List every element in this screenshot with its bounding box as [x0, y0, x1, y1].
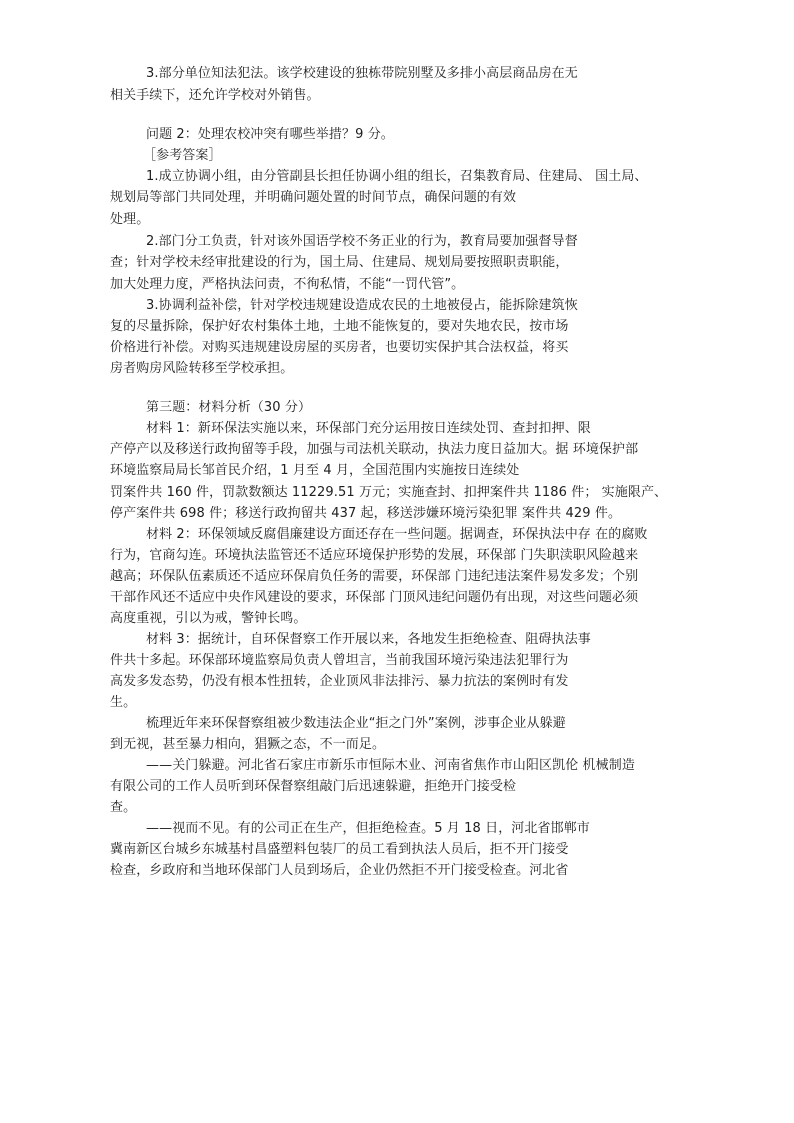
text-line: 冀南新区台城乡东城基村昌盛塑料包装厂的员工看到执法人员后，拒不开门接受 — [110, 842, 569, 857]
text-line: 梳理近年来环保督察组被少数违法企业“拒之门外”案例，涉事企业从躲避 — [146, 716, 566, 731]
text-line: 越高；环保队伍素质还不适应环保肩负任务的需要，环保部 门违纪违法案件易发多发；个别 — [110, 569, 639, 584]
text-line: 3.协调利益补偿，针对学校违规建设造成农民的土地被侵占，能拆除建筑恢 — [146, 298, 578, 313]
text-line: 检查，乡政府和当地环保部门人员到场后，企业仍然拒不开门接受检查。河北省 — [110, 863, 569, 878]
section-heading: 第三题：材料分析（30 分） — [146, 400, 312, 415]
text-line: 查；针对学校未经审批建设的行为，国土局、住建局、规划局要按照职责职能， — [110, 255, 569, 270]
text-line: 高发多发态势，仍没有根本性扭转，企业顶风非法排污、暴力抗法的案例时有发 — [110, 674, 569, 689]
text-line: 产停产以及移送行政拘留等手段，加强与司法机关联动，执法力度日益加大。据 环境保护部 — [110, 442, 639, 457]
text-line: 罚案件共 160 件，罚款数额达 11229.51 万元；实施查封、扣押案件共 1186 件； 实施限产、 — [110, 485, 668, 500]
text-line: ——视而不见。有的公司正在生产，但拒绝检查。5 月 18 日，河北省邯郸市 — [146, 821, 590, 836]
text-line: 干部作风还不适应中央作风建设的要求，环保部 门顶风违纪问题仍有出现，对这些问题必须 — [110, 590, 639, 605]
text-line: 价格进行补偿。对购买违规建设房屋的买房者，也要切实保护其合法权益，将买 — [110, 340, 569, 355]
text-line: 到无视，甚至暴力相向，猖獗之态，不一而足。 — [110, 737, 386, 752]
text-line: 查。 — [110, 800, 137, 815]
text-line: 材料 2：环保领域反腐倡廉建设方面还存在一些问题。据调查，环保执法中存 在的腐败 — [146, 527, 648, 542]
text-line: 房者购房风险转移至学校承担。 — [110, 361, 294, 376]
text-line: 处理。 — [110, 212, 150, 227]
question-heading: 问题 2：处理农校冲突有哪些举措？9 分。 — [146, 127, 394, 142]
text-line: 2.部门分工负责，针对该外国语学校不务正业的行为，教育局要加强督导督 — [146, 234, 578, 249]
text-line: 高度重视，引以为戒，警钟长鸣。 — [110, 611, 307, 626]
text-line: ——关门躲避。河北省石家庄市新乐市恒际木业、河南省焦作市山阳区凯伦 机械制造 — [146, 758, 635, 773]
text-line: 生。 — [110, 695, 137, 710]
text-line: 3.部分单位知法犯法。该学校建设的独栋带院别墅及多排小高层商品房在无 — [146, 66, 578, 81]
text-line: 1.成立协调小组，由分管副县长担任协调小组的组长，召集教育局、住建局、 国土局、 — [146, 169, 648, 184]
answer-label: ［参考答案］ — [143, 148, 222, 163]
text-line: 有限公司的工作人员听到环保督察组敲门后迅速躲避，拒绝开门接受检 — [110, 779, 517, 794]
text-line: 相关手续下，还允许学校对外销售。 — [110, 88, 320, 103]
text-line: 材料 3：据统计，自环保督察工作开展以来，各地发生拒绝检查、阻碍执法事 — [146, 632, 591, 647]
text-line: 环境监察局局长邹首民介绍，1 月至 4 月，全国范围内实施按日连续处 — [110, 463, 520, 478]
text-line: 件共十多起。环保部环境监察局负责人曾坦言，当前我国环境污染违法犯罪行为 — [110, 653, 569, 668]
text-line: 加大处理力度，严格执法问责，不徇私情，不能“一罚代管”。 — [110, 277, 465, 292]
text-line: 复的尽量拆除，保护好农村集体土地，土地不能恢复的，要对失地农民，按市场 — [110, 319, 569, 334]
text-line: 材料 1：新环保法实施以来，环保部门充分运用按日连续处罚、查封扣押、限 — [146, 421, 591, 436]
text-line: 规划局等部门共同处理，并明确问题处置的时间节点，确保问题的有效 — [110, 190, 517, 205]
text-line: 行为，官商勾连。环境执法监管还不适应环境保护形势的发展，环保部 门失职渎职风险越来 — [110, 548, 639, 563]
text-line: 停产案件共 698 件；移送行政拘留共 437 起，移送涉嫌环境污染犯罪 案件共 429 件。 — [110, 506, 622, 521]
